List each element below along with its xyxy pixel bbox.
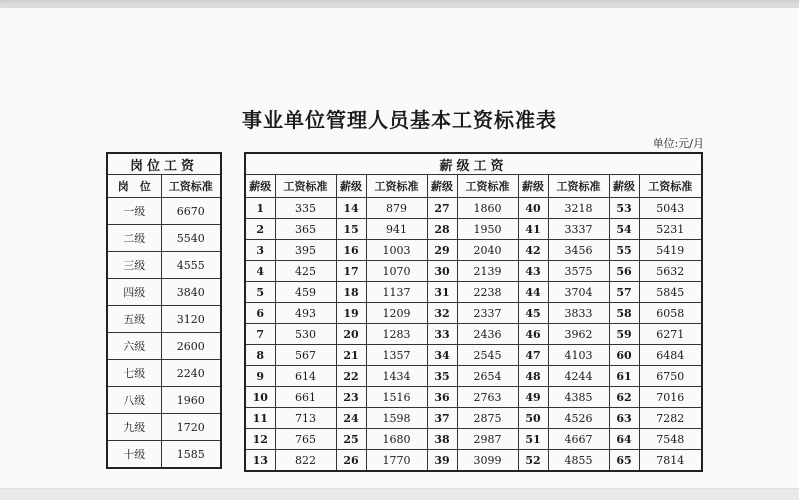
- grade-level-cell: 18: [336, 282, 366, 303]
- post-standard-cell: 5540: [161, 225, 221, 252]
- post-standard-cell: 6670: [161, 198, 221, 225]
- grade-level-cell: 52: [518, 450, 548, 472]
- grade-table-row: [245, 240, 702, 261]
- grade-level-cell: 7: [245, 324, 275, 345]
- grade-level-cell: 25: [336, 429, 366, 450]
- grade-header-standard: 工资标准: [548, 175, 609, 198]
- grade-level-cell: 45: [518, 303, 548, 324]
- grade-standard-cell: 2337: [457, 303, 518, 324]
- grade-salary-table: [244, 152, 703, 472]
- grade-table-row: [245, 261, 702, 282]
- grade-table-row: [245, 282, 702, 303]
- grade-level-cell: 64: [609, 429, 639, 450]
- grade-standard-cell: 661: [275, 387, 336, 408]
- grade-table-row: [245, 198, 702, 219]
- grade-level-cell: 50: [518, 408, 548, 429]
- grade-standard-cell: 6484: [639, 345, 702, 366]
- grade-table-caption: 薪级工资: [245, 153, 702, 175]
- grade-standard-cell: 425: [275, 261, 336, 282]
- grade-level-cell: 1: [245, 198, 275, 219]
- grade-level-cell: 32: [427, 303, 457, 324]
- post-level-cell: 五级: [107, 306, 161, 333]
- grade-level-cell: 15: [336, 219, 366, 240]
- grade-level-cell: 65: [609, 450, 639, 472]
- grade-level-cell: 48: [518, 366, 548, 387]
- grade-standard-cell: 3833: [548, 303, 609, 324]
- grade-level-cell: 58: [609, 303, 639, 324]
- post-standard-cell: 1585: [161, 441, 221, 469]
- grade-header-level: 薪级: [609, 175, 639, 198]
- grade-level-cell: 40: [518, 198, 548, 219]
- grade-standard-cell: 3704: [548, 282, 609, 303]
- grade-standard-cell: 1680: [366, 429, 427, 450]
- grade-level-cell: 3: [245, 240, 275, 261]
- grade-level-cell: 13: [245, 450, 275, 472]
- post-table-row: [107, 414, 221, 441]
- grade-standard-cell: 713: [275, 408, 336, 429]
- grade-table-row: [245, 303, 702, 324]
- grade-level-cell: 39: [427, 450, 457, 472]
- grade-standard-cell: 1434: [366, 366, 427, 387]
- post-standard-cell: 2240: [161, 360, 221, 387]
- grade-standard-cell: 2875: [457, 408, 518, 429]
- grade-level-cell: 22: [336, 366, 366, 387]
- grade-header-standard: 工资标准: [275, 175, 336, 198]
- grade-level-cell: 44: [518, 282, 548, 303]
- grade-standard-cell: 7548: [639, 429, 702, 450]
- grade-standard-cell: 567: [275, 345, 336, 366]
- grade-table-row: [245, 366, 702, 387]
- post-level-cell: 三级: [107, 252, 161, 279]
- post-table-caption: 岗位工资: [107, 153, 221, 175]
- grade-standard-cell: 1598: [366, 408, 427, 429]
- grade-standard-cell: 2040: [457, 240, 518, 261]
- grade-standard-cell: 1070: [366, 261, 427, 282]
- grade-standard-cell: 1770: [366, 450, 427, 472]
- post-standard-cell: 3120: [161, 306, 221, 333]
- grade-level-cell: 51: [518, 429, 548, 450]
- grade-standard-cell: 3218: [548, 198, 609, 219]
- grade-standard-cell: 3337: [548, 219, 609, 240]
- grade-header-standard: 工资标准: [366, 175, 427, 198]
- post-salary-table: [106, 152, 222, 469]
- post-table-row: [107, 441, 221, 469]
- post-table-row: [107, 252, 221, 279]
- grade-level-cell: 28: [427, 219, 457, 240]
- grade-standard-cell: 1516: [366, 387, 427, 408]
- grade-standard-cell: 6271: [639, 324, 702, 345]
- grade-level-cell: 61: [609, 366, 639, 387]
- post-table-row: [107, 225, 221, 252]
- grade-header-level: 薪级: [427, 175, 457, 198]
- grade-standard-cell: 2545: [457, 345, 518, 366]
- grade-table-row: [245, 219, 702, 240]
- grade-standard-cell: 3456: [548, 240, 609, 261]
- grade-standard-cell: 3099: [457, 450, 518, 472]
- grade-level-cell: 30: [427, 261, 457, 282]
- post-table-row: [107, 306, 221, 333]
- grade-standard-cell: 5419: [639, 240, 702, 261]
- grade-standard-cell: 614: [275, 366, 336, 387]
- grade-level-cell: 46: [518, 324, 548, 345]
- post-level-cell: 十级: [107, 441, 161, 469]
- grade-level-cell: 63: [609, 408, 639, 429]
- grade-standard-cell: 1950: [457, 219, 518, 240]
- grade-standard-cell: 4385: [548, 387, 609, 408]
- post-level-cell: 九级: [107, 414, 161, 441]
- grade-standard-cell: 6750: [639, 366, 702, 387]
- grade-table-row: [245, 450, 702, 472]
- grade-standard-cell: 6058: [639, 303, 702, 324]
- grade-level-cell: 62: [609, 387, 639, 408]
- grade-header-level: 薪级: [245, 175, 275, 198]
- grade-level-cell: 2: [245, 219, 275, 240]
- post-level-cell: 四级: [107, 279, 161, 306]
- grade-level-cell: 12: [245, 429, 275, 450]
- top-edge: [0, 0, 799, 8]
- grade-header-row: [245, 175, 702, 198]
- grade-standard-cell: 5845: [639, 282, 702, 303]
- grade-standard-cell: 7814: [639, 450, 702, 472]
- grade-level-cell: 14: [336, 198, 366, 219]
- grade-standard-cell: 493: [275, 303, 336, 324]
- grade-standard-cell: 530: [275, 324, 336, 345]
- grade-level-cell: 17: [336, 261, 366, 282]
- grade-standard-cell: 395: [275, 240, 336, 261]
- unit-note: 单位:元/月: [652, 137, 704, 150]
- grade-table-row: [245, 387, 702, 408]
- post-standard-cell: 4555: [161, 252, 221, 279]
- grade-level-cell: 35: [427, 366, 457, 387]
- grade-standard-cell: 1357: [366, 345, 427, 366]
- grade-standard-cell: 5043: [639, 198, 702, 219]
- grade-standard-cell: 4855: [548, 450, 609, 472]
- grade-level-cell: 57: [609, 282, 639, 303]
- grade-standard-cell: 4526: [548, 408, 609, 429]
- grade-level-cell: 37: [427, 408, 457, 429]
- post-table-row: [107, 279, 221, 306]
- post-level-cell: 二级: [107, 225, 161, 252]
- grade-level-cell: 8: [245, 345, 275, 366]
- grade-level-cell: 53: [609, 198, 639, 219]
- grade-level-cell: 38: [427, 429, 457, 450]
- grade-level-cell: 26: [336, 450, 366, 472]
- post-level-cell: 一级: [107, 198, 161, 225]
- grade-table-row: [245, 429, 702, 450]
- grade-standard-cell: 1860: [457, 198, 518, 219]
- grade-table-row: [245, 408, 702, 429]
- grade-standard-cell: 765: [275, 429, 336, 450]
- grade-level-cell: 34: [427, 345, 457, 366]
- grade-level-cell: 31: [427, 282, 457, 303]
- grade-standard-cell: 941: [366, 219, 427, 240]
- grade-standard-cell: 5231: [639, 219, 702, 240]
- grade-standard-cell: 335: [275, 198, 336, 219]
- grade-level-cell: 5: [245, 282, 275, 303]
- grade-level-cell: 55: [609, 240, 639, 261]
- post-standard-cell: 1960: [161, 387, 221, 414]
- grade-standard-cell: 4667: [548, 429, 609, 450]
- grade-standard-cell: 4244: [548, 366, 609, 387]
- grade-level-cell: 33: [427, 324, 457, 345]
- post-level-cell: 八级: [107, 387, 161, 414]
- post-level-cell: 六级: [107, 333, 161, 360]
- grade-level-cell: 4: [245, 261, 275, 282]
- grade-level-cell: 41: [518, 219, 548, 240]
- post-standard-cell: 3840: [161, 279, 221, 306]
- grade-standard-cell: 879: [366, 198, 427, 219]
- post-standard-cell: 2600: [161, 333, 221, 360]
- grade-level-cell: 20: [336, 324, 366, 345]
- grade-standard-cell: 365: [275, 219, 336, 240]
- grade-header-standard: 工资标准: [457, 175, 518, 198]
- grade-table-row: [245, 345, 702, 366]
- grade-level-cell: 56: [609, 261, 639, 282]
- post-table-row: [107, 387, 221, 414]
- grade-level-cell: 9: [245, 366, 275, 387]
- grade-header-level: 薪级: [518, 175, 548, 198]
- grade-standard-cell: 4103: [548, 345, 609, 366]
- grade-level-cell: 6: [245, 303, 275, 324]
- grade-level-cell: 59: [609, 324, 639, 345]
- post-header-standard: 工资标准: [161, 175, 221, 198]
- grade-level-cell: 21: [336, 345, 366, 366]
- grade-level-cell: 24: [336, 408, 366, 429]
- grade-level-cell: 60: [609, 345, 639, 366]
- post-table-row: [107, 198, 221, 225]
- grade-level-cell: 27: [427, 198, 457, 219]
- document-title: 事业单位管理人员基本工资标准表: [242, 108, 557, 132]
- grade-standard-cell: 2763: [457, 387, 518, 408]
- grade-standard-cell: 459: [275, 282, 336, 303]
- grade-level-cell: 47: [518, 345, 548, 366]
- grade-standard-cell: 5632: [639, 261, 702, 282]
- grade-header-level: 薪级: [336, 175, 366, 198]
- grade-standard-cell: 3575: [548, 261, 609, 282]
- post-level-cell: 七级: [107, 360, 161, 387]
- grade-standard-cell: 1283: [366, 324, 427, 345]
- grade-header-standard: 工资标准: [639, 175, 702, 198]
- grade-standard-cell: 1209: [366, 303, 427, 324]
- grade-standard-cell: 2238: [457, 282, 518, 303]
- grade-table-row: [245, 324, 702, 345]
- grade-standard-cell: 3962: [548, 324, 609, 345]
- grade-level-cell: 42: [518, 240, 548, 261]
- grade-level-cell: 16: [336, 240, 366, 261]
- grade-level-cell: 49: [518, 387, 548, 408]
- grade-level-cell: 43: [518, 261, 548, 282]
- post-standard-cell: 1720: [161, 414, 221, 441]
- post-header-position: 岗 位: [107, 175, 161, 198]
- grade-level-cell: 10: [245, 387, 275, 408]
- grade-level-cell: 23: [336, 387, 366, 408]
- grade-standard-cell: 822: [275, 450, 336, 472]
- grade-level-cell: 36: [427, 387, 457, 408]
- grade-standard-cell: 2987: [457, 429, 518, 450]
- grade-standard-cell: 2436: [457, 324, 518, 345]
- grade-standard-cell: 2654: [457, 366, 518, 387]
- grade-level-cell: 11: [245, 408, 275, 429]
- post-table-row: [107, 333, 221, 360]
- grade-standard-cell: 1137: [366, 282, 427, 303]
- grade-standard-cell: 2139: [457, 261, 518, 282]
- grade-standard-cell: 1003: [366, 240, 427, 261]
- grade-standard-cell: 7016: [639, 387, 702, 408]
- post-table-row: [107, 360, 221, 387]
- grade-level-cell: 19: [336, 303, 366, 324]
- grade-standard-cell: 7282: [639, 408, 702, 429]
- grade-level-cell: 29: [427, 240, 457, 261]
- grade-level-cell: 54: [609, 219, 639, 240]
